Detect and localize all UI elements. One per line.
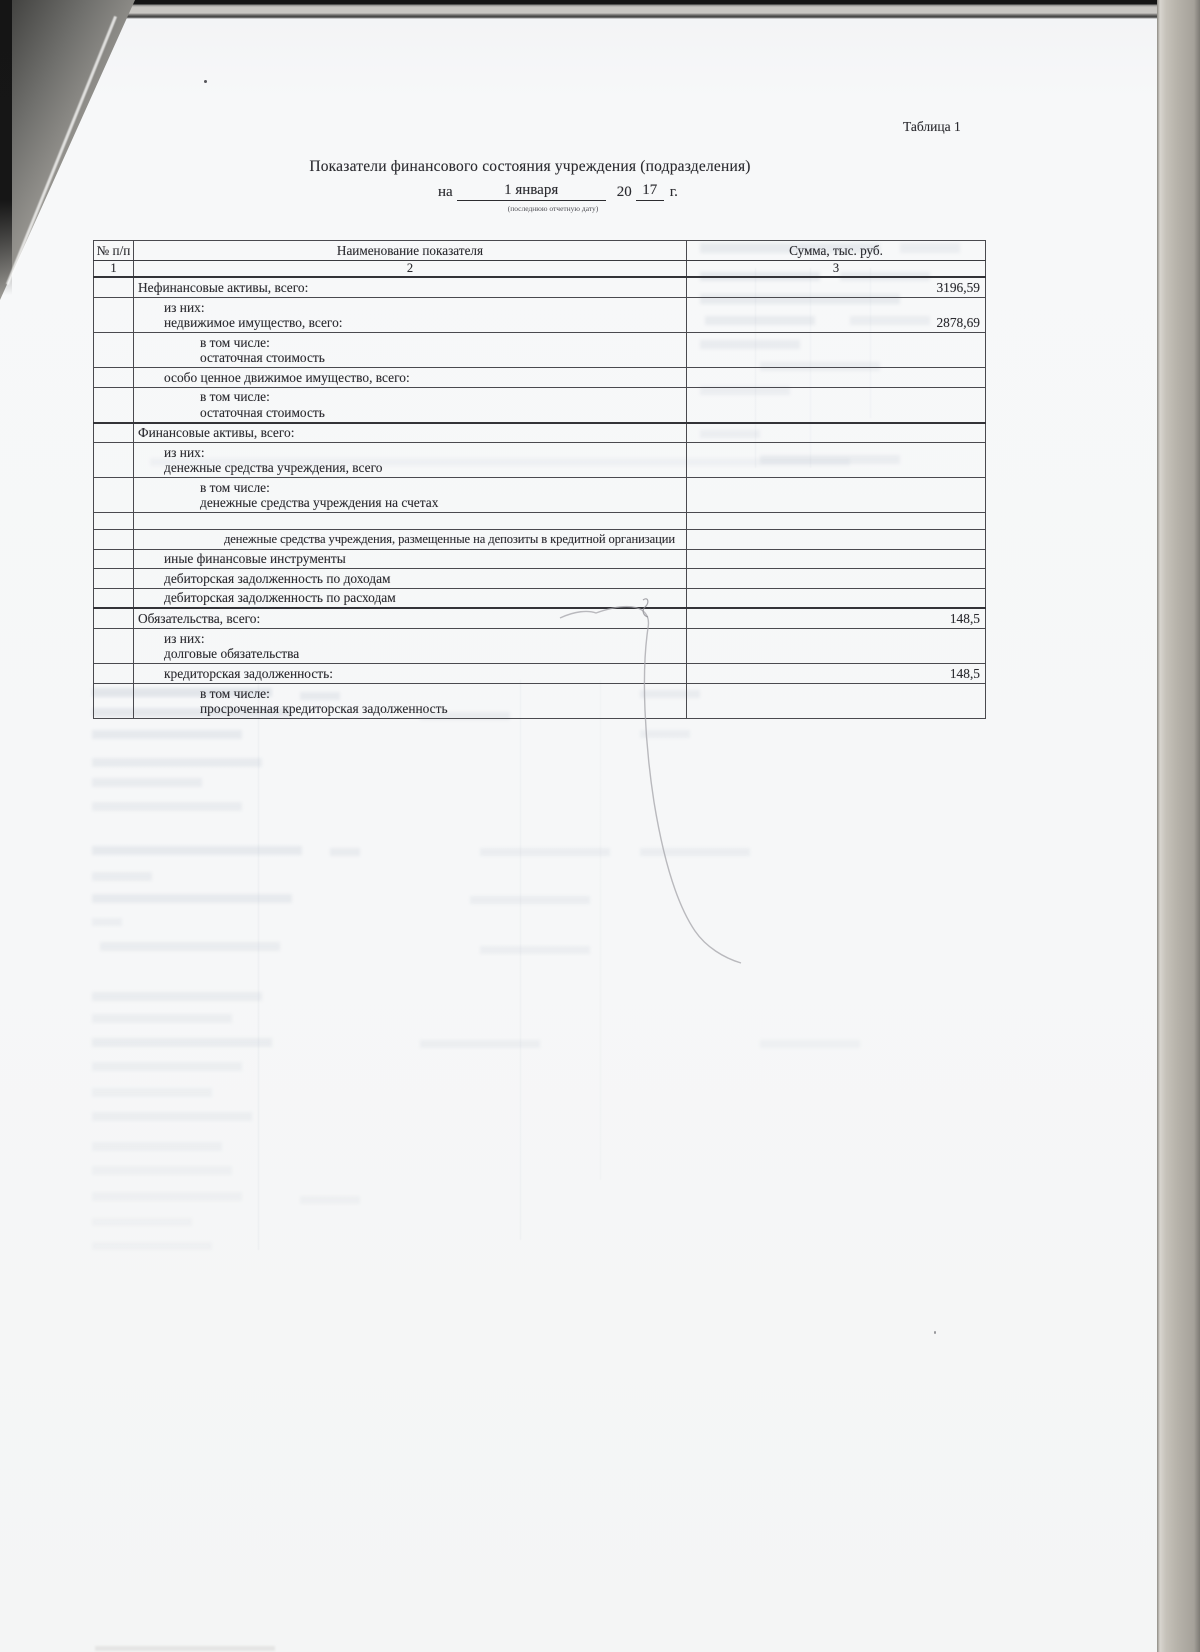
row-name-cell: из них: долговые обязательства — [134, 629, 687, 664]
row-number-cell — [94, 530, 134, 550]
table-row — [94, 443, 986, 478]
row-number-cell — [94, 513, 134, 530]
row-number-cell — [94, 569, 134, 589]
row-name-cell: в том числе: просроченная кредиторская задолженность — [134, 684, 687, 719]
row-name-cell: дебиторская задолженность по расходам — [134, 588, 687, 608]
table-row — [94, 549, 986, 569]
table-header-row — [94, 241, 986, 261]
table-row — [94, 333, 986, 368]
bleed-through-artifact — [420, 1040, 540, 1048]
year-suffix: г. — [669, 184, 678, 200]
row-sum-cell — [687, 423, 986, 443]
dust-speck — [204, 80, 207, 83]
row-number-cell — [94, 588, 134, 608]
row-name-cell: особо ценное движимое имущество, всего: — [134, 368, 687, 388]
row-number-cell — [94, 664, 134, 684]
table-row — [94, 684, 986, 719]
table-row — [94, 423, 986, 443]
row-name-cell: в том числе: остаточная стоимость — [134, 333, 687, 368]
row-name-cell: в том числе: денежные средства учреждения на счетах — [134, 478, 687, 513]
row-number-cell — [94, 629, 134, 664]
colnum-1: 1 — [94, 261, 134, 278]
date-line — [438, 182, 678, 201]
bleed-through-artifact — [92, 1242, 212, 1250]
table-row — [94, 530, 986, 550]
row-number-cell — [94, 333, 134, 368]
table-row — [94, 513, 986, 530]
row-name-cell: Нефинансовые активы, всего: — [134, 277, 687, 298]
bleed-through-artifact — [92, 802, 242, 811]
row-sum-cell — [687, 513, 986, 530]
table-number-label: Таблица 1 — [903, 119, 961, 134]
column-numbers-row — [94, 261, 986, 278]
date-prefix: на — [438, 184, 453, 200]
row-sum-cell: 148,5 — [687, 664, 986, 684]
table-row — [94, 608, 986, 629]
bleed-through-artifact — [100, 942, 280, 951]
row-sum-cell: 148,5 — [687, 608, 986, 629]
table-row — [94, 368, 986, 388]
bleed-through-artifact — [92, 778, 202, 787]
table-row — [94, 298, 986, 333]
bleed-through-artifact — [92, 1166, 232, 1175]
row-name-cell: в том числе: остаточная стоимость — [134, 387, 687, 423]
bleed-through-artifact — [92, 1192, 242, 1201]
colnum-2: 2 — [134, 261, 687, 278]
bleed-through-artifact — [92, 1142, 222, 1151]
bleed-through-gridline — [600, 680, 601, 1180]
row-sum-cell — [687, 530, 986, 550]
year-prefix: 20 — [616, 184, 632, 200]
table-row — [94, 569, 986, 589]
row-name-cell: дебиторская задолженность по доходам — [134, 569, 687, 589]
row-number-cell — [94, 423, 134, 443]
bleed-through-artifact — [470, 896, 590, 904]
row-sum-cell — [687, 588, 986, 608]
bleed-through-gridline — [258, 680, 259, 1250]
year-value: 17 — [636, 182, 664, 201]
row-name-cell: Обязательства, всего: — [134, 608, 687, 629]
bleed-through-artifact — [640, 730, 690, 738]
bleed-through-artifact — [92, 1038, 272, 1047]
scanner-left-edge — [0, 0, 12, 300]
row-number-cell — [94, 684, 134, 719]
bleed-through-artifact — [92, 1112, 252, 1121]
colnum-3: 3 — [687, 261, 986, 278]
row-name-cell — [134, 513, 687, 530]
row-number-cell — [94, 608, 134, 629]
row-sum-cell — [687, 684, 986, 719]
bleed-through-artifact — [92, 846, 302, 855]
bleed-through-artifact — [92, 894, 292, 903]
bleed-through-artifact — [480, 848, 610, 856]
scanner-top-edge — [0, 0, 1200, 20]
bleed-through-artifact — [92, 1088, 212, 1097]
row-number-cell — [94, 478, 134, 513]
scanner-bottom-shadow — [95, 1646, 275, 1651]
bleed-through-artifact — [640, 848, 750, 856]
bleed-through-artifact — [300, 1196, 360, 1204]
bleed-through-artifact — [92, 730, 242, 739]
row-number-cell — [94, 387, 134, 423]
header-num: № п/п — [94, 241, 134, 261]
row-sum-cell: 2878,69 — [687, 298, 986, 333]
row-sum-cell — [687, 569, 986, 589]
row-number-cell — [94, 549, 134, 569]
bleed-through-artifact — [92, 1218, 192, 1226]
table-row — [94, 629, 986, 664]
row-name-cell: из них: недвижимое имущество, всего: — [134, 298, 687, 333]
row-sum-cell — [687, 443, 986, 478]
header-sum: Сумма, тыс. руб. — [687, 241, 986, 261]
table-row — [94, 387, 986, 423]
row-sum-cell — [687, 333, 986, 368]
bleed-through-artifact — [92, 1014, 232, 1023]
table-row — [94, 588, 986, 608]
row-sum-cell — [687, 368, 986, 388]
table-body — [94, 277, 986, 719]
date-caption: (последнюю отчетную дату) — [507, 204, 599, 213]
bleed-through-artifact — [92, 1062, 242, 1071]
row-sum-cell — [687, 478, 986, 513]
bleed-through-artifact — [92, 758, 262, 767]
bleed-through-artifact — [760, 1040, 860, 1048]
table-row — [94, 277, 986, 298]
financial-indicators-table — [93, 240, 986, 719]
row-name-cell: денежные средства учреждения, размещенные на депозиты в кредитной организации — [134, 530, 687, 550]
row-name-cell: из них: денежные средства учреждения, всего — [134, 443, 687, 478]
header-name: Наименование показателя — [134, 241, 687, 261]
row-number-cell — [94, 443, 134, 478]
bleed-through-artifact — [92, 918, 122, 926]
row-sum-cell — [687, 387, 986, 423]
dust-speck — [934, 1331, 936, 1334]
row-sum-cell: 3196,59 — [687, 277, 986, 298]
row-number-cell — [94, 298, 134, 333]
bleed-through-artifact — [480, 946, 590, 954]
row-number-cell — [94, 277, 134, 298]
row-name-cell: Финансовые активы, всего: — [134, 423, 687, 443]
bleed-through-artifact — [92, 992, 262, 1001]
table-row — [94, 664, 986, 684]
page-title: Показатели финансового состояния учреждения (подразделения) — [309, 158, 751, 175]
row-number-cell — [94, 368, 134, 388]
bleed-through-gridline — [520, 680, 521, 1240]
bleed-through-artifact — [330, 848, 360, 856]
date-value: 1 января — [457, 182, 606, 201]
bleed-through-artifact — [92, 872, 152, 881]
row-sum-cell — [687, 549, 986, 569]
row-sum-cell — [687, 629, 986, 664]
row-name-cell: иные финансовые инструменты — [134, 549, 687, 569]
table-row — [94, 478, 986, 513]
scanner-right-edge — [1157, 0, 1200, 1652]
row-name-cell: кредиторская задолженность: — [134, 664, 687, 684]
